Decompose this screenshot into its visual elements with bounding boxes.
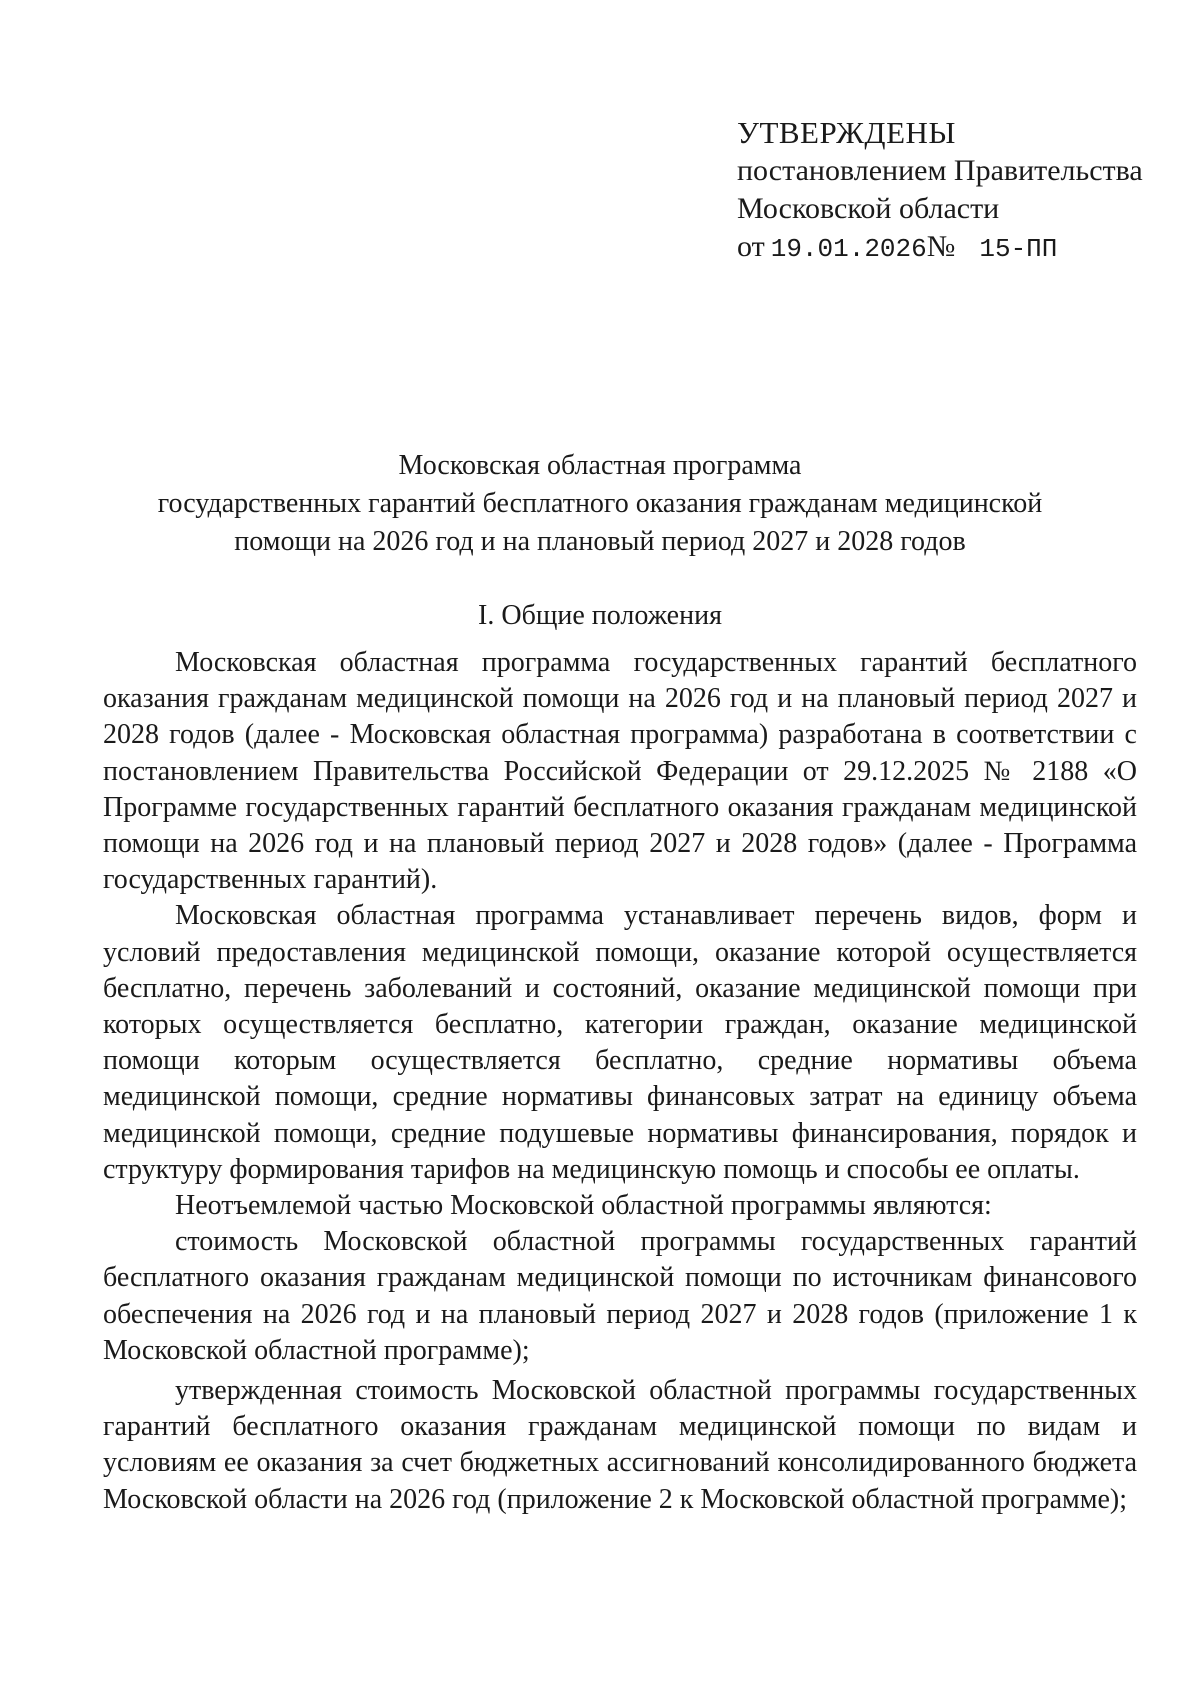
paragraph-appendix-2: утвержденная стоимость Московской областной программы государственных гарантий бесплатного оказания гражданам медицинской помощи по видам и условиям ее оказания за счет бюджетных ассигнований консолидированного бюджета Московской области на 2026 год (приложение 2 к Московской областной программе); xyxy=(103,1375,1137,1515)
paragraph-scope: Московская областная программа устанавливает перечень видов, форм и условий предоставления медицинской помощи, оказание которой осуществляется бесплатно, перечень заболеваний и состояний, оказание медицинской помощи при которых осуществляется бесплатно, категории граждан, оказание медицинской помощи которым осуществляется бесплатно, средние нормативы объема медицинской помощи, средние нормативы финансовых затрат на единицу объема медицинской помощи, средние подушевые нормативы финансирования, порядок и структуру формирования тарифов на медицинскую помощь и способы ее оплаты. xyxy=(103,900,1137,1185)
title-line-3: помощи на 2026 год и на плановый период 2027 и 2028 годов xyxy=(234,526,966,557)
paragraph-intro: Московская областная программа государственных гарантий бесплатного оказания гражданам медицинской помощи на 2026 год и на плановый период 2027 и 2028 годов (далее - Московская областная программа) разработана в соответствии с постановлением Правительства Российской Федерации от 29.12.2025 № 2188 «О Программе государственных гарантий бесплатного оказания гражданам медицинской помощи на 2026 год и на плановый период 2027 и 2028 годов» (далее - Программа государственных гарантий). xyxy=(103,647,1137,896)
approval-line-region: Московской области xyxy=(737,192,1000,225)
approval-date: 19.01.2026 xyxy=(770,234,927,264)
paragraph-integral-parts: Неотъемлемой частью Московской областной программы являются: xyxy=(175,1190,992,1222)
paragraph-appendix-1: стоимость Московской областной программы государственных гарантий бесплатного оказания гражданам медицинской помощи по источникам финансового обеспечения на 2026 год и на плановый период 2027 и 2028 годов (приложение 1 к Московской областной программе); xyxy=(103,1226,1137,1366)
approval-stamp xyxy=(737,114,1143,268)
document-body xyxy=(103,645,1137,1518)
title-line-1: Московская областная программа xyxy=(398,450,802,481)
approval-line-resolution: постановлением Правительства xyxy=(737,154,1143,187)
approval-number: 15-ПП xyxy=(979,234,1058,264)
title-line-2: государственных гарантий бесплатного оказания гражданам медицинской xyxy=(157,488,1043,519)
approval-from-label: от xyxy=(737,230,765,263)
document-title xyxy=(100,447,1100,561)
approval-number-sign: № xyxy=(926,230,956,263)
approval-heading: УТВЕРЖДЕНЫ xyxy=(737,115,956,150)
section-heading: I. Общие положения xyxy=(478,600,722,631)
approval-date-line xyxy=(737,228,1143,268)
